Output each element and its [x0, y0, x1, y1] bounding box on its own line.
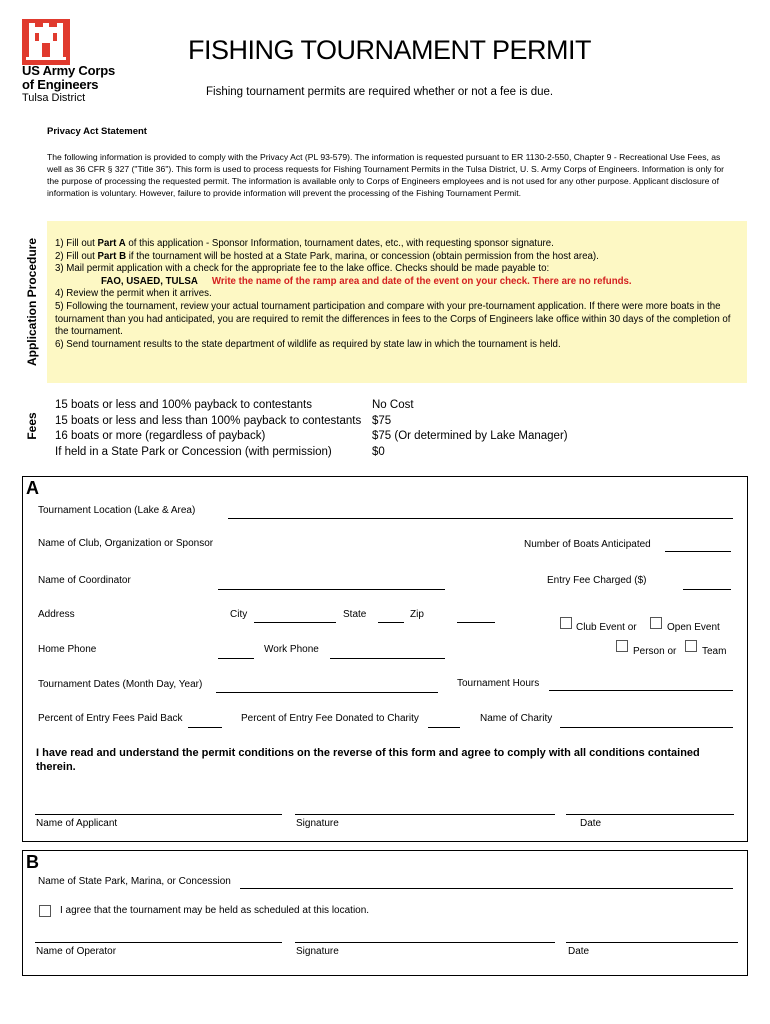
step-1: 1) Fill out Part A of this application - Sponsor Information, tournament dates, etc., with requesting sponsor signature.	[55, 238, 554, 249]
fee-value: $75 (Or determined by Lake Manager)	[372, 430, 568, 442]
state-field[interactable]	[378, 622, 404, 623]
step-2: 2) Fill out Part B if the tournament will be hosted at a State Park, marina, or concession (obtain permission from the host area).	[55, 250, 599, 262]
operator-name-label: Name of Operator	[36, 946, 117, 957]
step-4: 4) Review the permit when it arrives.	[55, 288, 212, 300]
form-subtitle: Fishing tournament permits are required whether or not a fee is due.	[206, 86, 554, 98]
city-field[interactable]	[254, 622, 336, 623]
agree-label: I agree that the tournament may be held as scheduled at this location.	[60, 905, 370, 916]
certification-statement: I have read and understand the permit conditions on the reverse of this form and agree to comply with all conditions contained therein.	[36, 747, 700, 773]
operator-signature-label: Signature	[296, 946, 339, 957]
tournament-hours-field[interactable]	[549, 690, 733, 691]
applicant-date-label: Date	[580, 818, 602, 829]
applicant-signature-label: Signature	[296, 818, 339, 829]
boats-anticipated-field[interactable]	[665, 551, 731, 552]
fee-desc: 15 boats or less and 100% payback to contestants	[55, 399, 312, 411]
privacy-heading: Privacy Act Statement	[47, 126, 147, 137]
home-phone-field[interactable]	[218, 658, 254, 659]
coordinator-field[interactable]	[218, 589, 445, 590]
operator-signature-field[interactable]	[295, 942, 555, 943]
org-name-line2: of Engineers	[22, 77, 99, 92]
step-6: 6) Send tournament results to the state department of wildlife as required by state law in which the tournament is held.	[55, 338, 561, 350]
zip-label: Zip	[410, 609, 424, 620]
charity-name-field[interactable]	[560, 727, 733, 728]
tournament-dates-field[interactable]	[216, 692, 438, 693]
entry-fee-label: Entry Fee Charged ($)	[547, 575, 647, 586]
tournament-hours-label: Tournament Hours	[457, 678, 540, 689]
fee-value: No Cost	[372, 399, 414, 411]
step-5: 5) Following the tournament, review your actual tournament participation and compare with your pre-tournament application. If there were more boats in the tournament than you had anticipated, you are required to remit the differences in fees to the Corps of Engineers lake office within 30 days of the completion of the tournament.	[55, 300, 731, 338]
tournament-location-label: Tournament Location (Lake & Area)	[38, 505, 196, 516]
charity-name-label: Name of Charity	[480, 713, 553, 724]
coordinator-label: Name of Coordinator	[38, 575, 131, 586]
person-label: Person or	[633, 646, 677, 657]
fee-desc: If held in a State Park or Concession (with permission)	[55, 445, 332, 458]
applicant-name-field[interactable]	[35, 814, 282, 815]
form-title: FISHING TOURNAMENT PERMIT	[188, 35, 592, 65]
team-checkbox[interactable]	[685, 640, 697, 652]
venue-label: Name of State Park, Marina, or Concession	[38, 876, 231, 887]
operator-name-field[interactable]	[35, 942, 282, 943]
work-phone-label: Work Phone	[264, 644, 319, 655]
procedure-side-label: Application Procedure	[25, 237, 39, 367]
tournament-location-field[interactable]	[228, 518, 733, 519]
payee-note: Write the name of the ramp area and date of the event on your check. There are no refunds.	[211, 275, 632, 287]
pct-charity-label: Percent of Entry Fee Donated to Charity	[241, 713, 419, 724]
club-event-label: Club Event or	[576, 622, 637, 633]
fees-values	[372, 398, 568, 460]
fee-desc: 16 boats or more (regardless of payback)	[55, 430, 266, 442]
privacy-statement: The following information is provided to comply with the Privacy Act (PL 93-579). The information is requested pursuant to ER 1130-2-550, Chapter 9 - Recreational Use Fees, as well as 36 CFR § 327 ("Title 36"). This form is used to process requests for Fishing Tournament Permits in the Tulsa District, U. S. Army Corps of Engineers. Information is only for the purpose of processing the requested permit. The information is available only to Corps of Engineers employees and is not used for any other purpose. Applicant disclosure of information is voluntary. However, failure to provide information will prevent the processing of the Fishing Tournament Permit.	[47, 152, 724, 198]
step-3: 3) Mail permit application with a check for the appropriate fee to the lake office. Checks should be made payable to:	[55, 263, 550, 275]
open-event-checkbox[interactable]	[650, 617, 662, 629]
boats-anticipated-label: Number of Boats Anticipated	[524, 539, 651, 550]
entry-fee-field[interactable]	[683, 589, 731, 590]
tournament-dates-label: Tournament Dates (Month Day, Year)	[38, 679, 203, 690]
castle-logo-icon	[22, 19, 70, 65]
fee-desc: 15 boats or less and less than 100% payback to contestants	[55, 414, 362, 427]
zip-field[interactable]	[457, 622, 495, 623]
part-a-frame	[22, 476, 748, 842]
org-name-line1: US Army Corps	[22, 63, 115, 78]
open-event-label: Open Event	[667, 622, 720, 633]
district-name: Tulsa District	[22, 92, 86, 104]
operator-date-label: Date	[568, 946, 590, 957]
applicant-date-field[interactable]	[566, 814, 734, 815]
pct-charity-field[interactable]	[428, 727, 460, 728]
club-event-checkbox[interactable]	[560, 617, 572, 629]
operator-date-field[interactable]	[566, 942, 738, 943]
fee-value: $0	[372, 445, 385, 458]
agree-checkbox[interactable]	[39, 905, 51, 917]
fee-value: $75	[372, 414, 392, 427]
applicant-name-label: Name of Applicant	[36, 818, 118, 829]
pct-payback-label: Percent of Entry Fees Paid Back	[38, 713, 183, 724]
work-phone-field[interactable]	[330, 658, 445, 659]
fees-side-label: Fees	[25, 412, 39, 440]
home-phone-label: Home Phone	[38, 644, 97, 655]
club-name-label: Name of Club, Organization or Sponsor	[38, 538, 214, 549]
pct-payback-field[interactable]	[188, 727, 222, 728]
fees-descriptions	[55, 398, 361, 460]
applicant-signature-field[interactable]	[295, 814, 555, 815]
payee-line: FAO, USAED, TULSA Write the name of the ramp area and date of the event on your check. There are no refunds.	[101, 275, 632, 287]
part-b-letter: B	[26, 852, 39, 872]
address-label: Address	[38, 609, 75, 620]
venue-field[interactable]	[240, 888, 733, 889]
person-checkbox[interactable]	[616, 640, 628, 652]
part-a-letter: A	[26, 478, 39, 498]
city-label: City	[230, 609, 248, 620]
procedure-steps	[55, 238, 741, 351]
team-label: Team	[702, 646, 727, 657]
state-label: State	[343, 609, 367, 620]
